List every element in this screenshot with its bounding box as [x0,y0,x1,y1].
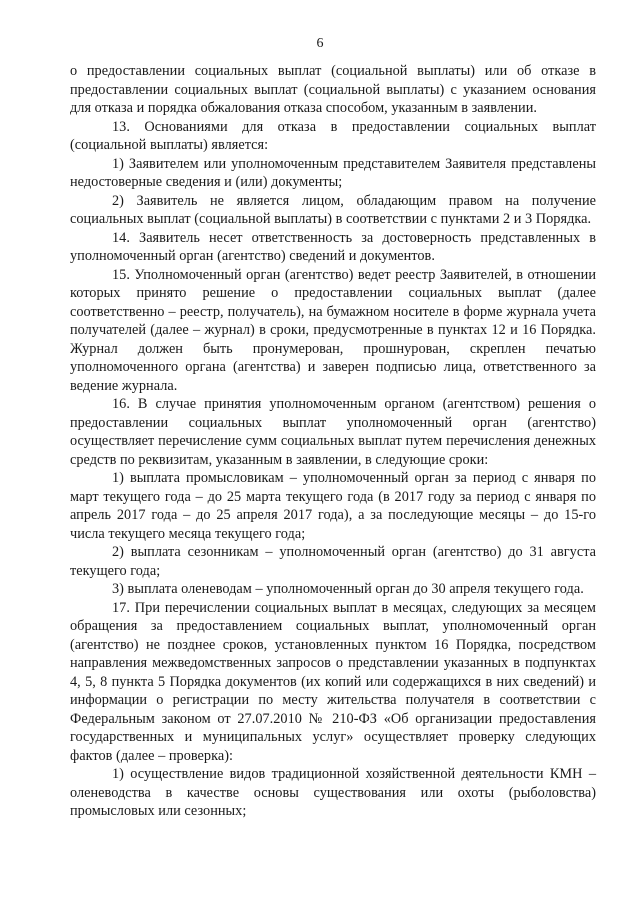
paragraph-16-item-1: 1) выплата промысловикам – уполномоченный орган за период с января по март текущего года – до 25 марта текущего года (в 2017 году за период с января по апрель 2017 года – до 25 апреля 2017 года), а за последующие месяцы – до 15-го числа текущего месяца текущего года; [70,470,596,542]
paragraph-15: 15. Уполномоченный орган (агентство) ведет реестр Заявителей, в отношении которых принято решение о предоставлении социальных выплат (далее соответственно – реестр, получатель), на бумажном носителе в форме журнала учета получателей (далее – журнал) в сроки, предусмотренные в пунктах 12 и 16 Порядка. Журнал должен быть пронумерован, прошнурован, скреплен печатью уполномоченного органа (агентства) и заверен подписью лица, ответственного за ведение журнала. [70,266,596,394]
paragraph-16-item-3: 3) выплата оленеводам – уполномоченный орган до 30 апреля текущего года. [112,581,584,597]
paragraph-14: 14. Заявитель несет ответственность за достоверность представленных в уполномоченный орган (агентство) сведений и документов. [70,229,596,264]
paragraph-13-item-2: 2) Заявитель не является лицом, обладающим правом на получение социальных выплат (социальной выплаты) в соответствии с пунктами 2 и 3 Порядка. [70,192,596,227]
paragraph-13-item-1: 1) Заявителем или уполномоченным представителем Заявителя представлены недостоверные сведения и (или) документы; [70,155,596,190]
page-number: 6 [316,36,324,51]
paragraph-17: 17. При перечислении социальных выплат в месяцах, следующих за месяцем обращения за предоставлением социальных выплат, уполномоченный орган (агентство) не позднее сроков, установленных пунктом 16 Порядка, посредством направления межведомственных запросов о представлении указанных в подпунктах 4, 5, 8 пункта 5 Порядка документов (их копий или содержащихся в них сведений) и информации о регистрации по месту жительства получателя в соответствии с Федеральным законом от 27.07.2010 № 210-ФЗ «Об организации предоставления государственных и муниципальных услуг» осуществляет проверку следующих фактов (далее – проверка): [70,599,596,764]
paragraph-17-item-1: 1) осуществление видов традиционной хозяйственной деятельности КМН – оленеводства в качестве основы существования или охоты (рыболовства) промысловых или сезонных; [70,766,596,819]
paragraph-16-item-2: 2) выплата сезонникам – уполномоченный орган (агентство) до 31 августа текущего года; [70,544,596,579]
paragraph-continuation: о предоставлении социальных выплат (социальной выплаты) или об отказе в предоставлении социальных выплат (социальной выплаты) с указанием основания для отказа и порядка обжалования отказа способом, указанным в заявлении. [70,63,596,116]
paragraph-16: 16. В случае принятия уполномоченным органом (агентством) решения о предоставлении социальных выплат уполномоченный орган (агентство) осуществляет перечисление сумм социальных выплат путем перечисления денежных средств по реквизитам, указанным в заявлении, в следующие сроки: [70,396,596,468]
paragraph-13: 13. Основаниями для отказа в предоставлении социальных выплат (социальной выплаты) является: [70,118,596,153]
document-body [70,62,596,821]
